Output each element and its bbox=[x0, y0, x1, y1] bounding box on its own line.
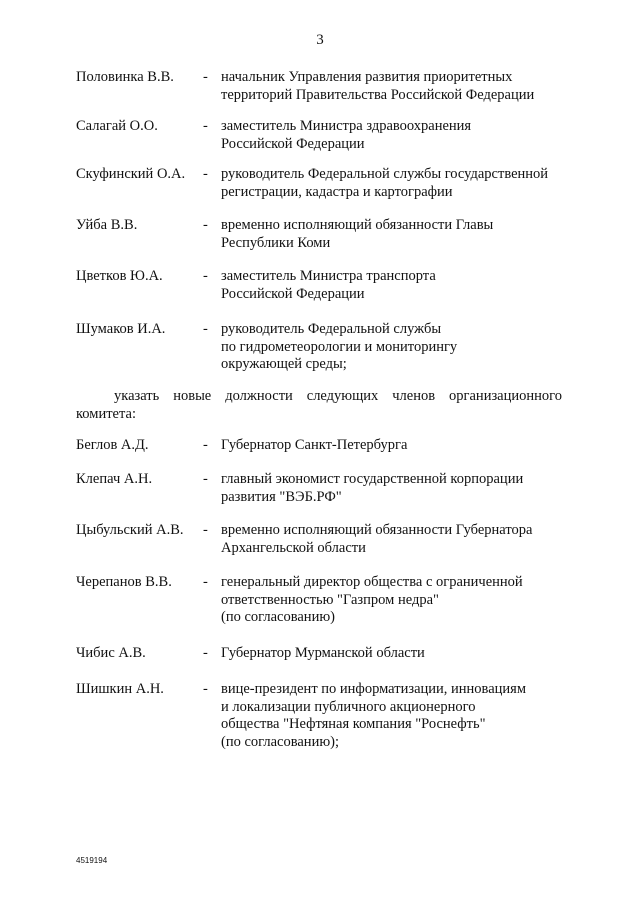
member-name: Уйба В.В. bbox=[76, 217, 138, 233]
position-line: (по согласованию); bbox=[221, 733, 340, 750]
position-line: вице-президент по информатизации, инновациям bbox=[221, 681, 527, 697]
member-position bbox=[221, 166, 576, 201]
member-position bbox=[221, 217, 576, 252]
member-name: Клепач А.Н. bbox=[76, 471, 153, 487]
position-line: (по согласованию) bbox=[221, 609, 335, 625]
document-code: 4519194 bbox=[76, 856, 108, 865]
position-line: общества "Нефтяная компания "Роснефть" bbox=[221, 716, 486, 732]
dash: - bbox=[203, 471, 208, 487]
member-position bbox=[221, 268, 576, 303]
dash: - bbox=[203, 681, 208, 697]
member-name: Салагай О.О. bbox=[76, 118, 158, 134]
dash: - bbox=[203, 166, 208, 182]
instruction-paragraph bbox=[76, 388, 562, 423]
member-position bbox=[221, 574, 576, 627]
dash: - bbox=[203, 437, 208, 453]
member-name: Цыбульский А.В. bbox=[76, 522, 184, 538]
position-line: Архангельской области bbox=[221, 539, 366, 556]
position-line: Губернатор Санкт-Петербурга bbox=[221, 437, 408, 453]
position-line: начальник Управления развития приоритетных bbox=[221, 69, 513, 85]
dash: - bbox=[203, 118, 208, 134]
member-name: Черепанов В.В. bbox=[76, 574, 172, 590]
position-line: окружающей среды; bbox=[221, 356, 347, 372]
position-line: Губернатор Мурманской области bbox=[221, 645, 425, 661]
dash: - bbox=[203, 321, 208, 337]
position-line: заместитель Министра здравоохранения bbox=[221, 118, 472, 134]
member-name: Беглов А.Д. bbox=[76, 437, 149, 453]
position-line: временно исполняющий обязанности Губернатора bbox=[221, 522, 533, 538]
dash: - bbox=[203, 522, 208, 538]
position-line: главный экономист государственной корпорации bbox=[221, 471, 524, 487]
position-line: по гидрометеорологии и мониторингу bbox=[221, 338, 458, 355]
position-line: Республики Коми bbox=[221, 234, 331, 251]
position-line: Российской Федерации bbox=[221, 135, 365, 152]
position-line: и локализации публичного акционерного bbox=[221, 698, 476, 715]
position-line: регистрации, кадастра и картографии bbox=[221, 183, 453, 200]
position-line: ответственностью "Газпром недра" bbox=[221, 591, 439, 608]
position-line: территорий Правительства Российской Федерации bbox=[221, 86, 535, 103]
page-number: 3 bbox=[316, 32, 324, 48]
member-name: Цветков Ю.А. bbox=[76, 268, 163, 284]
member-position bbox=[221, 471, 576, 506]
dash: - bbox=[203, 69, 208, 85]
dash: - bbox=[203, 268, 208, 284]
dash: - bbox=[203, 645, 208, 661]
position-line: Российской Федерации bbox=[221, 285, 365, 302]
member-position bbox=[221, 681, 576, 751]
position-line: развития "ВЭБ.РФ" bbox=[221, 488, 342, 505]
member-name: Половинка В.В. bbox=[76, 69, 174, 85]
member-position bbox=[221, 437, 576, 455]
position-line: руководитель Федеральной службы bbox=[221, 321, 442, 337]
position-line: временно исполняющий обязанности Главы bbox=[221, 217, 494, 233]
member-name: Чибис А.В. bbox=[76, 645, 146, 661]
member-name: Шумаков И.А. bbox=[76, 321, 166, 337]
member-position bbox=[221, 645, 576, 663]
member-position bbox=[221, 522, 576, 557]
position-line: заместитель Министра транспорта bbox=[221, 268, 436, 284]
position-line: генеральный директор общества с ограниченной bbox=[221, 574, 523, 590]
member-name: Скуфинский О.А. bbox=[76, 166, 186, 182]
member-position bbox=[221, 321, 576, 374]
paragraph-line: указать новые должности следующих членов организационного bbox=[114, 388, 562, 404]
dash: - bbox=[203, 574, 208, 590]
member-position bbox=[221, 69, 576, 104]
member-position bbox=[221, 118, 576, 153]
paragraph-line: комитета: bbox=[76, 405, 136, 422]
position-line: руководитель Федеральной службы государственной bbox=[221, 166, 549, 182]
dash: - bbox=[203, 217, 208, 233]
member-name: Шишкин А.Н. bbox=[76, 681, 164, 697]
